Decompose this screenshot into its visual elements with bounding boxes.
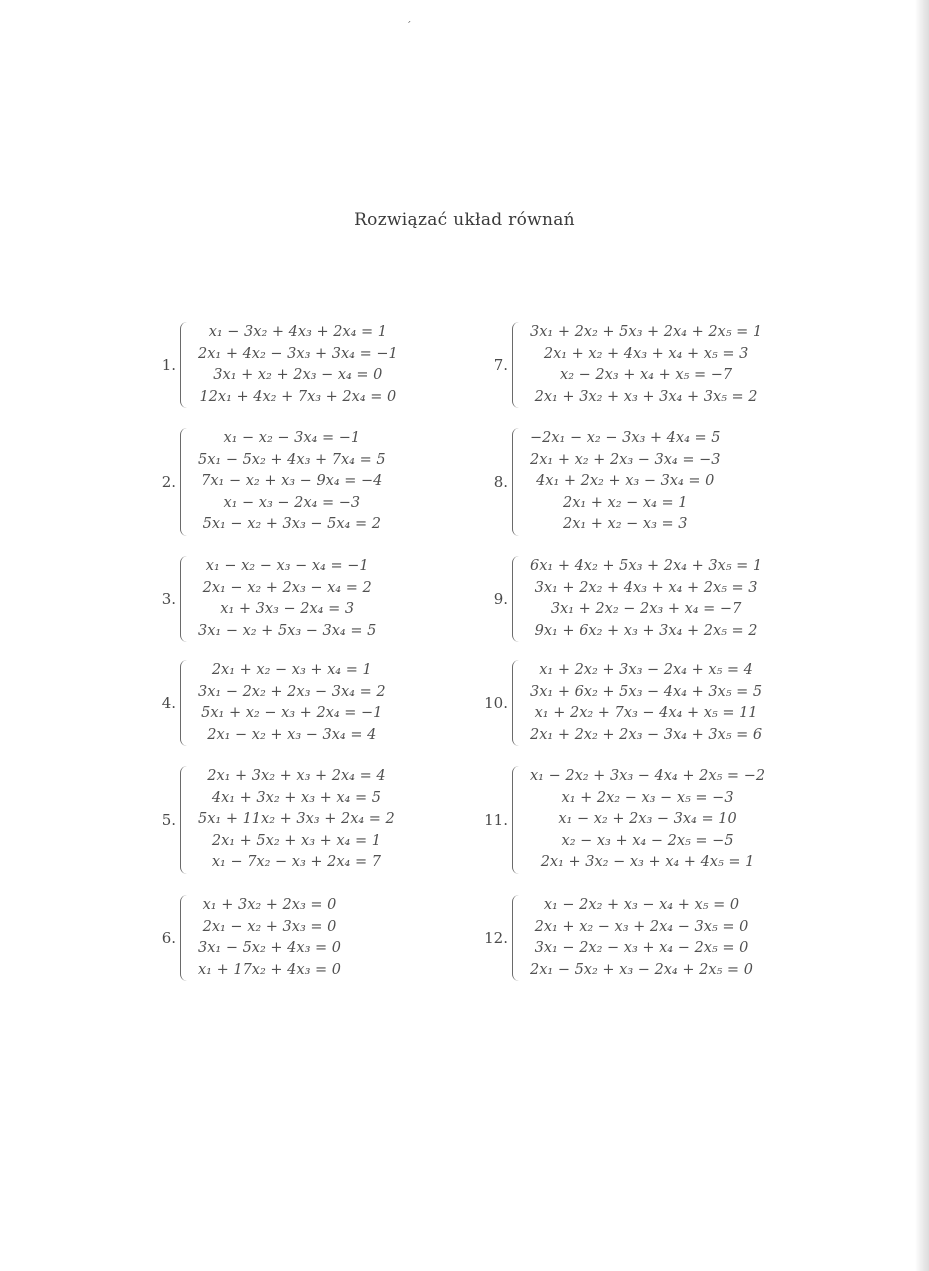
- equation-system-11: [482, 766, 765, 874]
- system-number: 4.: [161, 694, 176, 712]
- equation-system-10: [482, 660, 762, 746]
- equations-list: [530, 895, 753, 981]
- equations-list: [530, 322, 762, 408]
- equation: x₁ − 7x₂ − x₃ + 2x₄ = 7: [211, 854, 381, 870]
- page-title: Rozwiązać układ równań: [354, 210, 575, 230]
- equations-list: [530, 766, 765, 874]
- equation: −2x₁ − x₂ − 3x₃ + 4x₄ = 5: [530, 430, 721, 446]
- equation: 2x₁ + x₂ − x₃ + 2x₄ − 3x₅ = 0: [534, 918, 749, 935]
- equation: 9x₁ + 6x₂ + x₃ + 3x₄ + 2x₅ = 2: [534, 622, 758, 639]
- equation: 2x₁ − x₂ + 2x₃ − x₄ = 2: [202, 579, 372, 596]
- system-number: 7.: [493, 356, 508, 374]
- equation: 6x₁ + 4x₂ + 5x₃ + 2x₄ + 3x₅ = 1: [530, 558, 763, 574]
- equation-system-9: [482, 556, 762, 642]
- equations-list: [530, 660, 762, 746]
- left-brace: [180, 556, 190, 642]
- equation: 2x₁ + x₂ − x₄ = 1: [562, 494, 688, 511]
- system-number: 10.: [484, 694, 508, 712]
- equation: x₁ − x₂ − x₃ − x₄ = −1: [205, 558, 369, 574]
- equation: x₁ + 2x₂ + 3x₃ − 2x₄ + x₅ = 4: [539, 662, 753, 678]
- equation: 3x₁ + 2x₂ − 2x₃ + x₄ = −7: [550, 601, 742, 617]
- equations-list: [198, 428, 386, 536]
- equation: 7x₁ − x₂ + x₃ − 9x₄ = −4: [201, 473, 383, 489]
- equation: 2x₁ + x₂ + 4x₃ + x₄ + x₅ = 3: [543, 345, 749, 362]
- left-brace: [512, 556, 522, 642]
- equation: 5x₁ + 11x₂ + 3x₃ + 2x₄ = 2: [198, 811, 395, 827]
- equation: 2x₁ + x₂ − x₃ + x₄ = 1: [211, 662, 372, 678]
- system-number: 2.: [161, 472, 176, 491]
- equation: x₁ − 2x₂ + 3x₃ − 4x₄ + 2x₅ = −2: [530, 768, 766, 784]
- left-brace: [180, 766, 190, 874]
- equation: 2x₁ − 5x₂ + x₃ − 2x₄ + 2x₅ = 0: [530, 961, 753, 978]
- system-number: 3.: [161, 590, 176, 608]
- equation: x₁ + 17x₂ + 4x₃ = 0: [198, 961, 341, 978]
- equations-list: [198, 766, 395, 874]
- equation: 3x₁ + x₂ + 2x₃ − x₄ = 0: [213, 367, 383, 383]
- equation: 2x₁ + 5x₂ + x₃ + x₄ = 1: [211, 832, 381, 849]
- system-number: 11.: [484, 810, 508, 829]
- equation: 3x₁ − 2x₂ + 2x₃ − 3x₄ = 2: [198, 683, 386, 700]
- equation: 2x₁ + 3x₂ + x₃ + 3x₄ + 3x₅ = 2: [534, 388, 758, 405]
- left-brace: [512, 766, 522, 874]
- equation: 5x₁ − 5x₂ + 4x₃ + 7x₄ = 5: [198, 451, 386, 468]
- equation: 2x₁ + 2x₂ + 2x₃ − 3x₄ + 3x₅ = 6: [530, 726, 763, 743]
- system-number: 8.: [493, 472, 508, 491]
- left-brace: [180, 428, 190, 536]
- equation: x₁ − 2x₂ + x₃ − x₄ + x₅ = 0: [543, 897, 740, 913]
- equation: 2x₁ − x₂ + 3x₃ = 0: [202, 918, 337, 935]
- equation: 3x₁ − 5x₂ + 4x₃ = 0: [198, 940, 341, 956]
- equation: 3x₁ − x₂ + 5x₃ − 3x₄ = 5: [198, 622, 377, 639]
- system-number: 6.: [161, 929, 176, 947]
- equations-list: [198, 322, 398, 408]
- equation: 5x₁ − x₂ + 3x₃ − 5x₄ = 2: [202, 516, 381, 532]
- equation: x₁ − x₃ − 2x₄ = −3: [223, 494, 361, 511]
- equation-system-12: [482, 895, 753, 981]
- equations-list: [198, 556, 376, 642]
- scan-mark: ´: [406, 20, 412, 33]
- equation-system-3: [150, 556, 376, 642]
- equation: x₁ − 3x₂ + 4x₃ + 2x₄ = 1: [208, 324, 388, 340]
- system-number: 1.: [161, 356, 176, 374]
- page-shadow: [915, 0, 929, 1271]
- equations-list: [198, 895, 341, 981]
- equation: x₂ − 2x₃ + x₄ + x₅ = −7: [560, 367, 733, 383]
- equation: 3x₁ + 2x₂ + 5x₃ + 2x₄ + 2x₅ = 1: [530, 324, 763, 340]
- equation: 4x₁ + 3x₂ + x₃ + x₄ = 5: [211, 789, 381, 806]
- equation: 4x₁ + 2x₂ + x₃ − 3x₄ = 0: [536, 473, 715, 489]
- equation: x₁ + 2x₂ + 7x₃ − 4x₄ + x₅ = 11: [534, 705, 758, 721]
- equation: 3x₁ + 2x₂ + 4x₃ + x₄ + 2x₅ = 3: [534, 579, 758, 596]
- system-number: 9.: [493, 590, 508, 608]
- equation: x₁ + 3x₃ − 2x₄ = 3: [220, 601, 355, 617]
- equations-list: [530, 556, 762, 642]
- equation-system-8: [482, 428, 720, 536]
- left-brace: [180, 895, 190, 981]
- system-number: 12.: [484, 929, 508, 947]
- left-brace: [512, 428, 522, 536]
- equation: 2x₁ + 3x₂ − x₃ + x₄ + 4x₅ = 1: [540, 854, 755, 870]
- system-number: 5.: [161, 810, 176, 829]
- equation: 2x₁ + 4x₂ − 3x₃ + 3x₄ = −1: [198, 345, 398, 362]
- equation-system-7: [482, 322, 762, 408]
- equation-system-2: [150, 428, 386, 536]
- equation: 2x₁ + 3x₂ + x₃ + 2x₄ = 4: [207, 768, 386, 784]
- equation: 5x₁ + x₂ − x₃ + 2x₄ = −1: [201, 705, 383, 721]
- left-brace: [180, 660, 190, 746]
- equation: 2x₁ − x₂ + x₃ − 3x₄ = 4: [207, 726, 377, 743]
- equation-system-5: [150, 766, 395, 874]
- equation-system-4: [150, 660, 386, 746]
- equation: x₁ − x₂ + 2x₃ − 3x₄ = 10: [558, 811, 737, 827]
- left-brace: [512, 322, 522, 408]
- equation: 3x₁ − 2x₂ − x₃ + x₄ − 2x₅ = 0: [534, 940, 749, 956]
- equation: 3x₁ + 6x₂ + 5x₃ − 4x₄ + 3x₅ = 5: [530, 683, 763, 700]
- left-brace: [512, 660, 522, 746]
- equation-system-1: [150, 322, 398, 408]
- left-brace: [180, 322, 190, 408]
- equation: x₂ − x₃ + x₄ − 2x₅ = −5: [561, 832, 734, 849]
- equation: x₁ − x₂ − 3x₄ = −1: [223, 430, 361, 446]
- equation: x₁ + 3x₂ + 2x₃ = 0: [202, 897, 337, 913]
- equations-list: [198, 660, 386, 746]
- equation: 12x₁ + 4x₂ + 7x₃ + 2x₄ = 0: [199, 388, 397, 405]
- equations-list: [530, 428, 720, 536]
- equation-system-6: [150, 895, 341, 981]
- equation: 2x₁ + x₂ − x₃ = 3: [562, 516, 688, 532]
- equation: 2x₁ + x₂ + 2x₃ − 3x₄ = −3: [530, 451, 721, 468]
- left-brace: [512, 895, 522, 981]
- equation: x₁ + 2x₂ − x₃ − x₅ = −3: [561, 789, 734, 806]
